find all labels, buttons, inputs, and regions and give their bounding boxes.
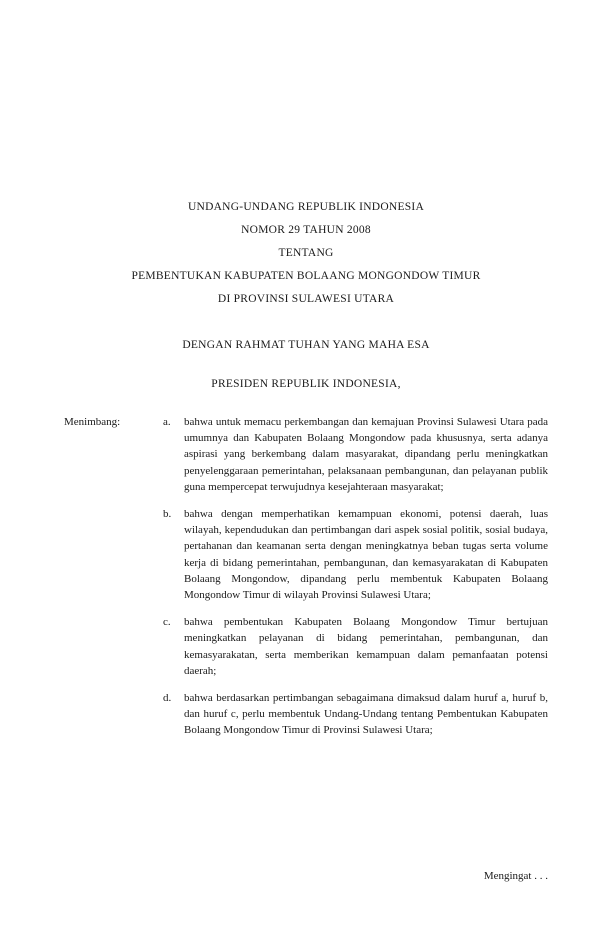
title-line-subject: PEMBENTUKAN KABUPATEN BOLAANG MONGONDOW TIMUR — [131, 270, 481, 282]
consideration-item-d — [163, 690, 548, 739]
title-line-law-type: UNDANG-UNDANG REPUBLIK INDONESIA — [187, 201, 425, 213]
consideration-text: bahwa berdasarkan pertimbangan sebagaimana dimaksud dalam huruf a, huruf b, dan huruf c, perlu membentuk Undang-Undang tentang Pembentukan Kabupaten Bolaang Mongondow Timur di Provinsi Sulawesi Utara; — [184, 692, 548, 737]
title-line-number: NOMOR 29 TAHUN 2008 — [241, 224, 371, 236]
consideration-item-b — [163, 506, 548, 603]
consideration-text: bahwa dengan memperhatikan kemampuan ekonomi, potensi daerah, luas wilayah, kependudukan dan pertimbangan dari aspek sosial politik, sosial budaya, pertahanan dan keamanan serta dengan meningkatnya beban tugas serta volume kerja di bidang pemerintahan, pembangunan, dan kemasyarakatan di Kabupaten Bolaang Mongondow, dipandang perlu membentuk Kabupaten Bolaang Mongondow Timur di wilayah Provinsi Sulawesi Utara; — [184, 508, 548, 602]
considerations-label: Menimbang: — [64, 416, 121, 428]
considerations-list — [163, 414, 548, 739]
consideration-marker: b. — [163, 508, 172, 521]
consideration-text: bahwa pembentukan Kabupaten Bolaang Mongondow Timur bertujuan meningkatkan pelayanan di bidang pemerintahan, pembangunan, dan kemasyarakatan, serta memberikan kemampuan dalam pemanfaatan potensi daerah; — [184, 616, 548, 677]
consideration-marker: a. — [163, 416, 171, 428]
consideration-marker: c. — [163, 616, 171, 629]
invocation-line: DENGAN RAHMAT TUHAN YANG MAHA ESA — [182, 339, 430, 351]
issuer-line: PRESIDEN REPUBLIK INDONESIA, — [211, 378, 401, 390]
document-title-block — [64, 196, 548, 311]
page-catchword: Mengingat . . . — [483, 870, 548, 882]
considerations-section — [64, 414, 548, 739]
consideration-item-a — [163, 414, 548, 495]
consideration-item-c — [163, 614, 548, 679]
title-line-province: DI PROVINSI SULAWESI UTARA — [217, 293, 395, 305]
consideration-marker: d. — [163, 692, 172, 705]
title-line-about: TENTANG — [278, 247, 334, 259]
consideration-text: bahwa untuk memacu perkembangan dan kemajuan Provinsi Sulawesi Utara pada umumnya dan Kabupaten Bolaang Mongondow pada khususnya, serta adanya aspirasi yang berkembang dalam masyarakat, dipandang perlu meningkatkan penyelenggaraan pemerintahan, pelaksanaan pembangunan, dan pelayanan publik guna mempercepat terwujudnya kesejahteraan masyarakat; — [184, 416, 548, 493]
